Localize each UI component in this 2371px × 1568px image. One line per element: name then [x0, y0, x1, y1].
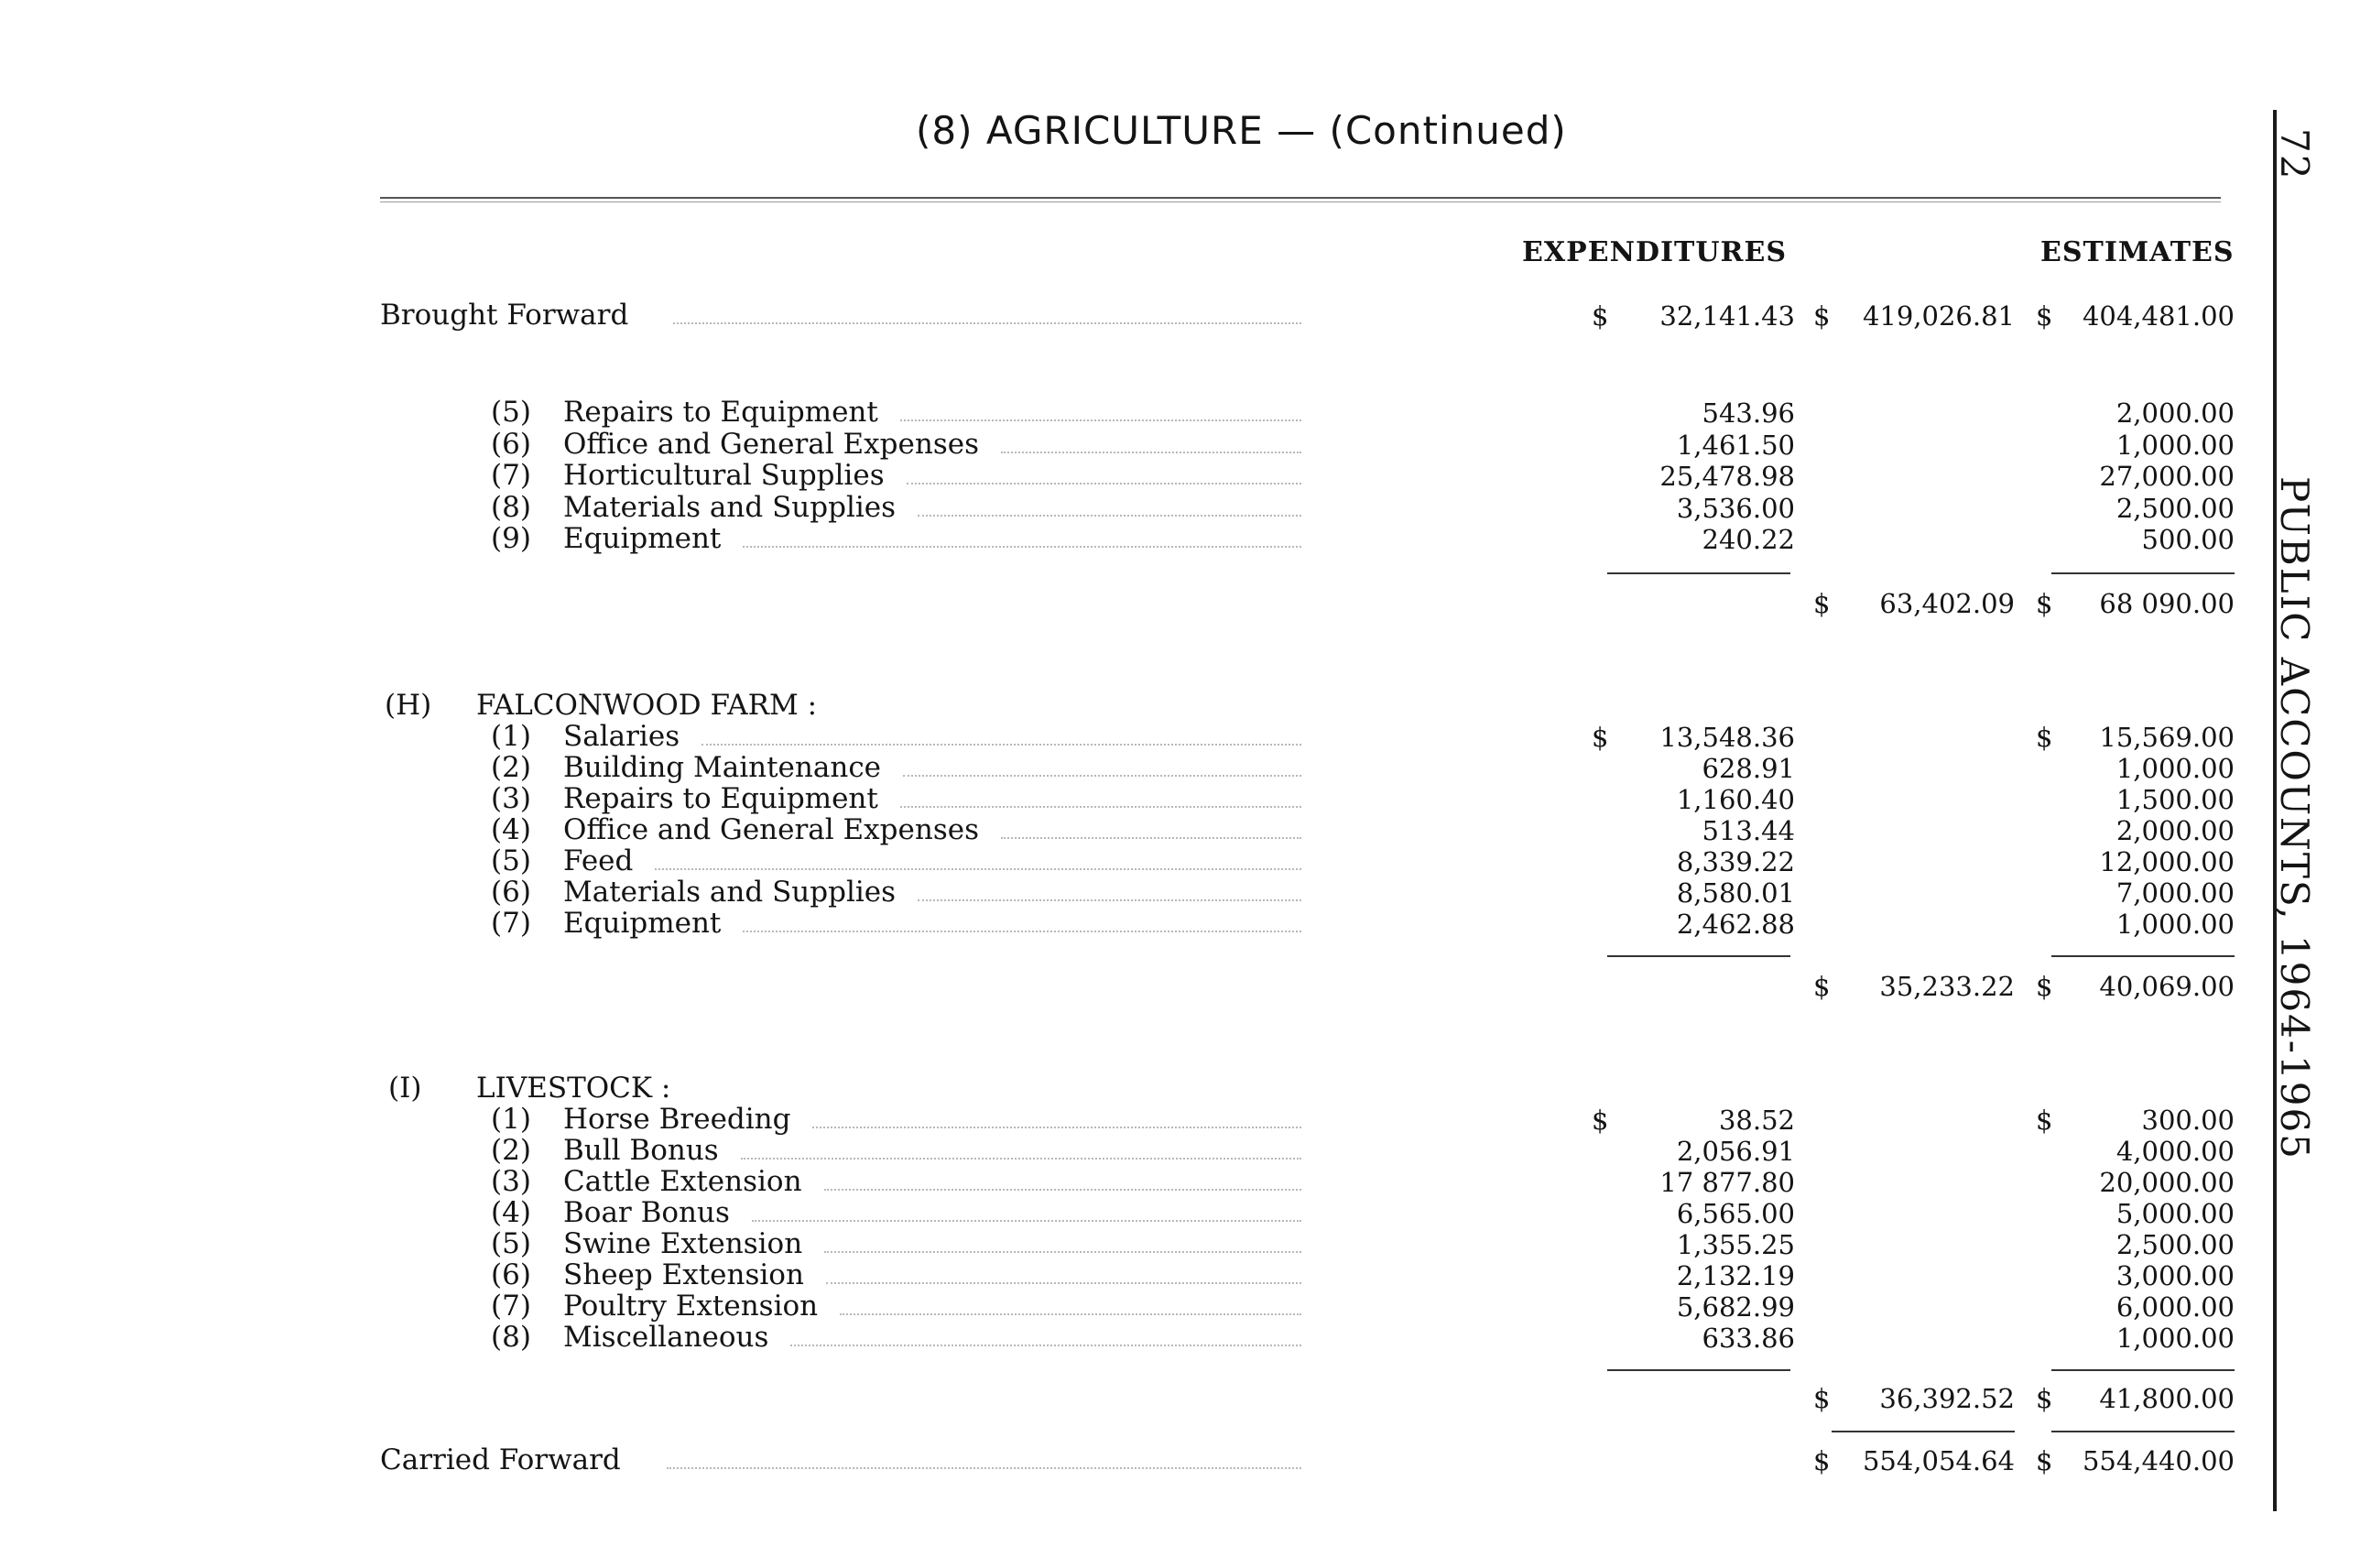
currency-sign: $ [2036, 722, 2053, 753]
item-expenditure: 513.44 [1702, 815, 1795, 846]
brought-forward-estimate: 404,481.00 [2082, 300, 2235, 332]
section-h-estimate-total: 40,069.00 [2099, 971, 2235, 1002]
subtotal-rule [1607, 1369, 1790, 1371]
item-number: (6) [491, 1258, 531, 1291]
total-rule [2051, 1431, 2235, 1432]
section-h-heading [0, 689, 2371, 720]
dot-leader [790, 1321, 1301, 1352]
item-label: Miscellaneous [563, 1321, 769, 1354]
item-label: Office and General Expenses [563, 813, 979, 846]
page-title: (8) AGRICULTURE — (Continued) [916, 108, 1567, 153]
currency-sign: $ [1813, 971, 1831, 1002]
item-label: Feed [563, 844, 634, 877]
line-item-row [0, 876, 2371, 907]
item-estimate: 300.00 [2141, 1105, 2235, 1136]
currency-sign: $ [1813, 1383, 1831, 1414]
line-item-row [0, 428, 2371, 459]
section-g-expenditure-total: 63,402.09 [1879, 588, 2015, 619]
currency-sign: $ [2036, 588, 2053, 619]
item-number: (6) [491, 427, 531, 461]
column-header-expenditures: EXPENDITURES [1522, 236, 1787, 268]
section-g-estimate-total: 68 090.00 [2099, 588, 2235, 619]
line-item-row [0, 1290, 2371, 1321]
item-label: Horticultural Supplies [563, 459, 885, 492]
item-number: (3) [491, 1165, 531, 1198]
item-estimate: 27,000.00 [2099, 461, 2235, 492]
item-estimate: 3,000.00 [2115, 1260, 2235, 1291]
item-estimate: 6,000.00 [2115, 1291, 2235, 1323]
item-expenditure: 628.91 [1702, 753, 1795, 784]
item-expenditure: 6,565.00 [1676, 1198, 1795, 1229]
item-number: (8) [491, 1321, 531, 1354]
total-rule [1832, 1431, 2015, 1432]
subtotal-rule [2051, 1369, 2235, 1371]
carried-forward-row [0, 1443, 2371, 1475]
dot-leader [824, 1165, 1301, 1196]
dot-leader [741, 1134, 1301, 1165]
subtotal-rule [1607, 572, 1790, 574]
currency-sign: $ [2036, 300, 2053, 332]
line-item-row [0, 1321, 2371, 1352]
item-number: (7) [491, 1290, 531, 1323]
item-number: (5) [491, 1227, 531, 1260]
dot-leader [1001, 813, 1301, 844]
item-number: (2) [491, 1134, 531, 1167]
currency-sign: $ [1592, 300, 1609, 332]
item-number: (4) [491, 813, 531, 846]
dot-leader [743, 522, 1301, 553]
carried-forward-estimate: 554,440.00 [2082, 1445, 2235, 1476]
item-estimate: 12,000.00 [2099, 846, 2235, 877]
item-label: Office and General Expenses [563, 427, 979, 461]
item-number: (7) [491, 907, 531, 940]
item-label: Salaries [563, 720, 680, 753]
item-expenditure: 8,339.22 [1676, 846, 1795, 877]
item-label: Boar Bonus [563, 1196, 730, 1229]
running-title: PUBLIC ACCOUNTS, 1964-1965 [2272, 476, 2317, 1160]
line-item-row [0, 720, 2371, 751]
line-item-row [0, 844, 2371, 876]
section-letter: (H) [385, 689, 432, 722]
item-label: Materials and Supplies [563, 876, 897, 909]
item-expenditure: 2,132.19 [1676, 1260, 1795, 1291]
item-label: Equipment [563, 522, 722, 555]
brought-forward-expenditure: 32,141.43 [1659, 300, 1795, 332]
dot-leader [824, 1227, 1301, 1258]
item-estimate: 7,000.00 [2115, 877, 2235, 909]
item-number: (9) [491, 522, 531, 555]
header-rule [380, 197, 2221, 202]
item-estimate: 2,000.00 [2115, 397, 2235, 429]
section-i-expenditure-total: 36,392.52 [1879, 1383, 2015, 1414]
item-label: Sheep Extension [563, 1258, 804, 1291]
currency-sign: $ [1592, 1105, 1609, 1136]
line-item-row [0, 1258, 2371, 1290]
item-expenditure: 13,548.36 [1659, 722, 1795, 753]
item-expenditure: 1,160.40 [1676, 784, 1795, 815]
line-item-row [0, 1165, 2371, 1196]
line-item-row [0, 813, 2371, 844]
section-h-expenditure-total: 35,233.22 [1879, 971, 2015, 1002]
dot-leader [900, 396, 1301, 427]
item-expenditure: 25,478.98 [1659, 461, 1795, 492]
item-label: Building Maintenance [563, 751, 882, 784]
item-estimate: 500.00 [2141, 524, 2235, 555]
brought-forward-total: 419,026.81 [1862, 300, 2015, 332]
column-header-estimates: ESTIMATES [2040, 236, 2235, 268]
line-item-row [0, 491, 2371, 522]
line-item-row [0, 907, 2371, 938]
item-number: (6) [491, 876, 531, 909]
dot-leader [655, 844, 1301, 876]
item-label: Repairs to Equipment [563, 396, 878, 429]
item-estimate: 20,000.00 [2099, 1167, 2235, 1198]
item-estimate: 4,000.00 [2115, 1136, 2235, 1167]
item-estimate: 2,500.00 [2115, 492, 2235, 524]
section-letter: (I) [388, 1072, 422, 1105]
item-estimate: 1,000.00 [2115, 909, 2235, 940]
dot-leader [743, 907, 1301, 938]
currency-sign: $ [2036, 971, 2053, 1002]
item-estimate: 2,000.00 [2115, 815, 2235, 846]
dot-leader [812, 1103, 1301, 1134]
line-item-row [0, 1134, 2371, 1165]
item-number: (8) [491, 490, 531, 524]
page-number: 72 [2272, 128, 2317, 181]
line-item-row [0, 459, 2371, 490]
subtotal-rule [2051, 955, 2235, 957]
carried-forward-label: Carried Forward [380, 1443, 621, 1476]
brought-forward-row [0, 299, 2371, 330]
item-expenditure: 633.86 [1702, 1323, 1795, 1354]
currency-sign: $ [2036, 1445, 2053, 1476]
item-estimate: 1,500.00 [2115, 784, 2235, 815]
item-label: Cattle Extension [563, 1165, 802, 1198]
item-expenditure: 3,536.00 [1676, 492, 1795, 524]
item-expenditure: 8,580.01 [1676, 877, 1795, 909]
item-estimate: 1,000.00 [2115, 1323, 2235, 1354]
section-i-heading [0, 1072, 2371, 1103]
subtotal-rule [2051, 572, 2235, 574]
line-item-row [0, 751, 2371, 782]
dot-leader [667, 1443, 1301, 1475]
currency-sign: $ [2036, 1105, 2053, 1136]
item-number: (1) [491, 1103, 531, 1136]
item-expenditure: 240.22 [1702, 524, 1795, 555]
dot-leader [702, 720, 1301, 751]
item-number: (5) [491, 844, 531, 877]
currency-sign: $ [1592, 722, 1609, 753]
item-number: (2) [491, 751, 531, 784]
line-item-row [0, 522, 2371, 553]
item-label: Repairs to Equipment [563, 782, 878, 815]
currency-sign: $ [2036, 1383, 2053, 1414]
dot-leader [752, 1196, 1301, 1227]
dot-leader [840, 1290, 1301, 1321]
item-label: Horse Breeding [563, 1103, 791, 1136]
line-item-row [0, 1227, 2371, 1258]
section-title: FALCONWOOD FARM : [476, 689, 818, 722]
item-label: Poultry Extension [563, 1290, 819, 1323]
carried-forward-total: 554,054.64 [1862, 1445, 2015, 1476]
item-number: (5) [491, 396, 531, 429]
dot-leader [918, 491, 1301, 522]
dot-leader [918, 876, 1301, 907]
line-item-row [0, 1103, 2371, 1134]
line-item-row [0, 782, 2371, 813]
currency-sign: $ [1813, 300, 1831, 332]
item-number: (1) [491, 720, 531, 753]
dot-leader [900, 782, 1301, 813]
item-label: Swine Extension [563, 1227, 803, 1260]
item-number: (3) [491, 782, 531, 815]
item-number: (4) [491, 1196, 531, 1229]
item-label: Equipment [563, 907, 722, 940]
item-expenditure: 2,056.91 [1676, 1136, 1795, 1167]
dot-leader [907, 459, 1301, 490]
currency-sign: $ [1813, 588, 1831, 619]
item-estimate: 1,000.00 [2115, 429, 2235, 461]
dot-leader [1001, 428, 1301, 459]
section-g-total-row [0, 586, 2371, 617]
item-expenditure: 2,462.88 [1676, 909, 1795, 940]
section-title: LIVESTOCK : [476, 1072, 671, 1105]
line-item-row [0, 396, 2371, 427]
currency-sign: $ [1813, 1445, 1831, 1476]
brought-forward-label: Brought Forward [380, 299, 629, 332]
dot-leader [673, 299, 1301, 330]
item-expenditure: 1,355.25 [1676, 1229, 1795, 1260]
dot-leader [903, 751, 1301, 782]
item-expenditure: 38.52 [1718, 1105, 1795, 1136]
item-label: Bull Bonus [563, 1134, 719, 1167]
subtotal-rule [1607, 955, 1790, 957]
item-label: Materials and Supplies [563, 490, 897, 524]
item-expenditure: 543.96 [1702, 397, 1795, 429]
dot-leader [826, 1258, 1301, 1290]
item-estimate: 5,000.00 [2115, 1198, 2235, 1229]
item-number: (7) [491, 459, 531, 492]
section-i-estimate-total: 41,800.00 [2099, 1383, 2235, 1414]
item-expenditure: 5,682.99 [1676, 1291, 1795, 1323]
item-estimate: 1,000.00 [2115, 753, 2235, 784]
item-estimate: 2,500.00 [2115, 1229, 2235, 1260]
item-expenditure: 1,461.50 [1676, 429, 1795, 461]
item-expenditure: 17 877.80 [1659, 1167, 1795, 1198]
item-estimate: 15,569.00 [2099, 722, 2235, 753]
section-h-total-row [0, 969, 2371, 1000]
section-i-total-row [0, 1381, 2371, 1412]
line-item-row [0, 1196, 2371, 1227]
